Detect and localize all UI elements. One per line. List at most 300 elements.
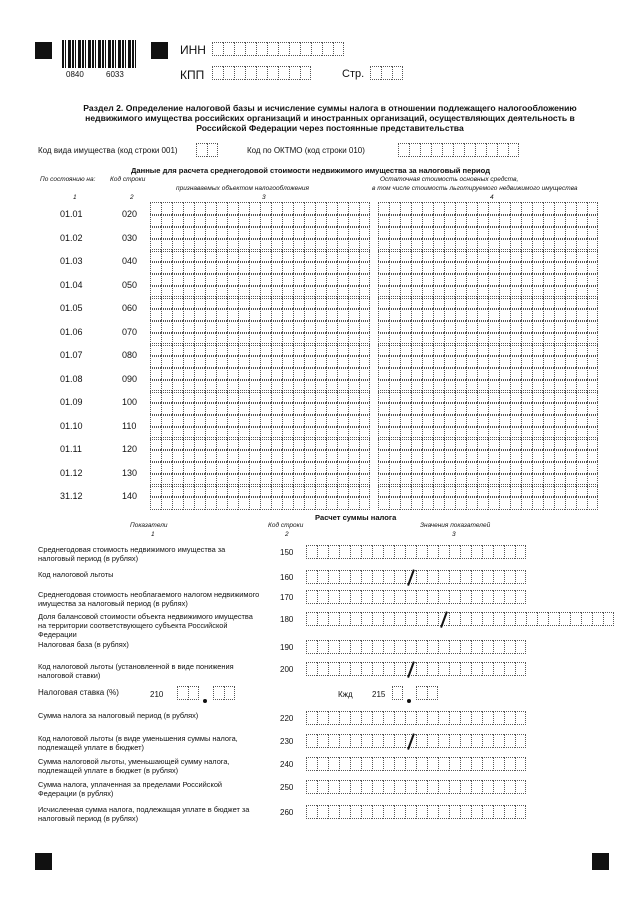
input-cell[interactable]: [293, 496, 304, 510]
input-cell[interactable]: [322, 42, 333, 56]
input-cell[interactable]: [438, 612, 449, 626]
input-cell[interactable]: [405, 640, 416, 654]
input-cell[interactable]: [559, 612, 570, 626]
input-cell[interactable]: [570, 612, 581, 626]
input-cell[interactable]: [471, 711, 482, 725]
input-cell[interactable]: [411, 496, 422, 510]
input-cell[interactable]: [438, 805, 449, 819]
input-cell[interactable]: [328, 612, 339, 626]
input-cell[interactable]: [372, 805, 383, 819]
input-cell[interactable]: [449, 780, 460, 794]
input-cell[interactable]: [183, 496, 194, 510]
input-cell[interactable]: [471, 662, 482, 676]
input-cell[interactable]: [328, 805, 339, 819]
input-cell[interactable]: [416, 780, 427, 794]
input-cell[interactable]: [300, 66, 311, 80]
input-cell[interactable]: [427, 640, 438, 654]
input-cell[interactable]: [306, 805, 317, 819]
input-cell[interactable]: [427, 570, 438, 584]
input-cell[interactable]: [249, 496, 260, 510]
input-cell[interactable]: [471, 757, 482, 771]
input-cell[interactable]: [383, 780, 394, 794]
input-cell[interactable]: [449, 612, 460, 626]
input-cell[interactable]: [317, 711, 328, 725]
input-cell[interactable]: [328, 570, 339, 584]
input-cell[interactable]: [493, 590, 504, 604]
input-cell[interactable]: [449, 711, 460, 725]
input-cell[interactable]: [416, 545, 427, 559]
input-cell[interactable]: [508, 143, 519, 157]
input-cell[interactable]: [205, 496, 216, 510]
input-cell[interactable]: [449, 590, 460, 604]
input-cell[interactable]: [515, 640, 526, 654]
kpp-field[interactable]: [212, 66, 311, 80]
input-cell[interactable]: [394, 570, 405, 584]
input-cell[interactable]: [339, 612, 350, 626]
input-cell[interactable]: [337, 496, 348, 510]
input-cell[interactable]: [449, 734, 460, 748]
input-cell[interactable]: [405, 545, 416, 559]
input-cell[interactable]: [477, 496, 488, 510]
input-cell[interactable]: [227, 496, 238, 510]
input-cell[interactable]: [328, 662, 339, 676]
input-cell[interactable]: [306, 757, 317, 771]
input-cell[interactable]: [449, 640, 460, 654]
table2-value-field[interactable]: [306, 545, 526, 559]
input-cell[interactable]: [405, 757, 416, 771]
input-cell[interactable]: [438, 757, 449, 771]
oktmo-field[interactable]: [398, 143, 519, 157]
kzhd-int-field[interactable]: [392, 686, 403, 700]
input-cell[interactable]: [383, 545, 394, 559]
input-cell[interactable]: [405, 711, 416, 725]
input-cell[interactable]: [449, 805, 460, 819]
input-cell[interactable]: [405, 805, 416, 819]
input-cell[interactable]: [416, 662, 427, 676]
input-cell[interactable]: [383, 590, 394, 604]
input-cell[interactable]: [444, 496, 455, 510]
input-cell[interactable]: [504, 590, 515, 604]
input-cell[interactable]: [471, 612, 482, 626]
input-cell[interactable]: [256, 42, 267, 56]
input-cell[interactable]: [592, 612, 603, 626]
input-cell[interactable]: [348, 496, 359, 510]
input-cell[interactable]: [394, 780, 405, 794]
input-cell[interactable]: [350, 545, 361, 559]
input-cell[interactable]: [372, 662, 383, 676]
input-cell[interactable]: [372, 612, 383, 626]
input-cell[interactable]: [482, 612, 493, 626]
input-cell[interactable]: [394, 805, 405, 819]
input-cell[interactable]: [427, 612, 438, 626]
input-cell[interactable]: [482, 545, 493, 559]
input-cell[interactable]: [282, 496, 293, 510]
input-cell[interactable]: [359, 496, 370, 510]
input-cell[interactable]: [311, 42, 322, 56]
input-cell[interactable]: [361, 711, 372, 725]
input-cell[interactable]: [394, 757, 405, 771]
input-cell[interactable]: [416, 686, 427, 700]
input-cell[interactable]: [328, 590, 339, 604]
input-cell[interactable]: [504, 711, 515, 725]
input-cell[interactable]: [317, 590, 328, 604]
table2-value-field[interactable]: [306, 734, 526, 748]
input-cell[interactable]: [306, 612, 317, 626]
kzhd-frac-field[interactable]: [416, 686, 438, 700]
input-cell[interactable]: [504, 545, 515, 559]
table2-value-field[interactable]: [306, 590, 526, 604]
inn-field[interactable]: [212, 42, 344, 56]
input-cell[interactable]: [482, 757, 493, 771]
input-cell[interactable]: [460, 545, 471, 559]
input-cell[interactable]: [416, 805, 427, 819]
input-cell[interactable]: [370, 66, 381, 80]
input-cell[interactable]: [438, 640, 449, 654]
input-cell[interactable]: [306, 570, 317, 584]
input-cell[interactable]: [245, 42, 256, 56]
input-cell[interactable]: [328, 734, 339, 748]
input-cell[interactable]: [328, 711, 339, 725]
input-cell[interactable]: [361, 590, 372, 604]
input-cell[interactable]: [212, 42, 223, 56]
input-cell[interactable]: [515, 805, 526, 819]
input-cell[interactable]: [515, 757, 526, 771]
input-cell[interactable]: [486, 143, 497, 157]
input-cell[interactable]: [493, 757, 504, 771]
input-cell[interactable]: [482, 780, 493, 794]
input-cell[interactable]: [581, 612, 592, 626]
input-cell[interactable]: [504, 757, 515, 771]
input-cell[interactable]: [361, 640, 372, 654]
input-cell[interactable]: [317, 805, 328, 819]
table2-value-field[interactable]: [306, 570, 526, 584]
input-cell[interactable]: [515, 590, 526, 604]
input-cell[interactable]: [499, 496, 510, 510]
input-cell[interactable]: [460, 757, 471, 771]
input-cell[interactable]: [350, 805, 361, 819]
input-cell[interactable]: [537, 612, 548, 626]
input-cell[interactable]: [471, 780, 482, 794]
input-cell[interactable]: [394, 662, 405, 676]
input-cell[interactable]: [482, 734, 493, 748]
input-cell[interactable]: [427, 590, 438, 604]
input-cell[interactable]: [515, 612, 526, 626]
input-cell[interactable]: [409, 143, 420, 157]
input-cell[interactable]: [405, 780, 416, 794]
input-cell[interactable]: [238, 496, 249, 510]
input-cell[interactable]: [339, 757, 350, 771]
input-cell[interactable]: [455, 496, 466, 510]
input-cell[interactable]: [427, 686, 438, 700]
input-cell[interactable]: [381, 66, 392, 80]
input-cell[interactable]: [603, 612, 614, 626]
input-cell[interactable]: [306, 780, 317, 794]
input-cell[interactable]: [420, 143, 431, 157]
input-cell[interactable]: [587, 496, 598, 510]
input-cell[interactable]: [504, 805, 515, 819]
input-cell[interactable]: [306, 590, 317, 604]
input-cell[interactable]: [405, 570, 416, 584]
input-cell[interactable]: [372, 711, 383, 725]
input-cell[interactable]: [471, 590, 482, 604]
input-cell[interactable]: [333, 42, 344, 56]
input-cell[interactable]: [466, 496, 477, 510]
input-cell[interactable]: [416, 734, 427, 748]
input-cell[interactable]: [515, 662, 526, 676]
input-cell[interactable]: [392, 66, 403, 80]
input-cell[interactable]: [339, 662, 350, 676]
input-cell[interactable]: [405, 612, 416, 626]
input-cell[interactable]: [464, 143, 475, 157]
input-cell[interactable]: [427, 545, 438, 559]
input-cell[interactable]: [493, 780, 504, 794]
input-cell[interactable]: [350, 640, 361, 654]
input-cell[interactable]: [361, 780, 372, 794]
input-cell[interactable]: [460, 590, 471, 604]
table2-value-field[interactable]: [306, 805, 526, 819]
input-cell[interactable]: [317, 780, 328, 794]
table2-value-field[interactable]: [306, 757, 526, 771]
input-cell[interactable]: [416, 757, 427, 771]
input-cell[interactable]: [339, 590, 350, 604]
input-cell[interactable]: [212, 66, 223, 80]
input-cell[interactable]: [234, 66, 245, 80]
input-cell[interactable]: [438, 545, 449, 559]
input-cell[interactable]: [317, 734, 328, 748]
input-cell[interactable]: [510, 496, 521, 510]
input-cell[interactable]: [306, 734, 317, 748]
input-cell[interactable]: [260, 496, 271, 510]
input-cell[interactable]: [405, 662, 416, 676]
input-cell[interactable]: [416, 711, 427, 725]
input-cell[interactable]: [488, 496, 499, 510]
table1-value-field[interactable]: [378, 496, 598, 510]
input-cell[interactable]: [471, 640, 482, 654]
input-cell[interactable]: [339, 545, 350, 559]
input-cell[interactable]: [300, 42, 311, 56]
input-cell[interactable]: [427, 805, 438, 819]
input-cell[interactable]: [317, 612, 328, 626]
input-cell[interactable]: [471, 734, 482, 748]
input-cell[interactable]: [493, 734, 504, 748]
input-cell[interactable]: [267, 42, 278, 56]
table2-value-field[interactable]: [306, 662, 526, 676]
input-cell[interactable]: [383, 570, 394, 584]
input-cell[interactable]: [278, 66, 289, 80]
input-cell[interactable]: [471, 545, 482, 559]
input-cell[interactable]: [350, 570, 361, 584]
input-cell[interactable]: [449, 570, 460, 584]
input-cell[interactable]: [267, 66, 278, 80]
input-cell[interactable]: [427, 662, 438, 676]
input-cell[interactable]: [438, 662, 449, 676]
input-cell[interactable]: [350, 711, 361, 725]
input-cell[interactable]: [405, 590, 416, 604]
input-cell[interactable]: [453, 143, 464, 157]
input-cell[interactable]: [223, 66, 234, 80]
input-cell[interactable]: [460, 780, 471, 794]
input-cell[interactable]: [326, 496, 337, 510]
tax-rate-frac-field[interactable]: [213, 686, 235, 700]
input-cell[interactable]: [378, 496, 389, 510]
input-cell[interactable]: [304, 496, 315, 510]
input-cell[interactable]: [339, 734, 350, 748]
input-cell[interactable]: [339, 640, 350, 654]
input-cell[interactable]: [515, 711, 526, 725]
input-cell[interactable]: [361, 612, 372, 626]
input-cell[interactable]: [372, 734, 383, 748]
input-cell[interactable]: [482, 711, 493, 725]
input-cell[interactable]: [306, 640, 317, 654]
input-cell[interactable]: [394, 590, 405, 604]
input-cell[interactable]: [400, 496, 411, 510]
input-cell[interactable]: [449, 545, 460, 559]
input-cell[interactable]: [289, 42, 300, 56]
input-cell[interactable]: [449, 757, 460, 771]
input-cell[interactable]: [493, 711, 504, 725]
input-cell[interactable]: [493, 640, 504, 654]
input-cell[interactable]: [504, 734, 515, 748]
input-cell[interactable]: [339, 570, 350, 584]
input-cell[interactable]: [383, 662, 394, 676]
input-cell[interactable]: [161, 496, 172, 510]
input-cell[interactable]: [471, 570, 482, 584]
input-cell[interactable]: [383, 734, 394, 748]
input-cell[interactable]: [493, 662, 504, 676]
input-cell[interactable]: [576, 496, 587, 510]
input-cell[interactable]: [339, 780, 350, 794]
input-cell[interactable]: [271, 496, 282, 510]
input-cell[interactable]: [350, 590, 361, 604]
input-cell[interactable]: [207, 143, 218, 157]
input-cell[interactable]: [482, 805, 493, 819]
input-cell[interactable]: [177, 686, 188, 700]
table2-value-field[interactable]: [306, 711, 526, 725]
input-cell[interactable]: [515, 545, 526, 559]
input-cell[interactable]: [504, 640, 515, 654]
input-cell[interactable]: [328, 757, 339, 771]
input-cell[interactable]: [383, 805, 394, 819]
input-cell[interactable]: [383, 711, 394, 725]
input-cell[interactable]: [224, 686, 235, 700]
input-cell[interactable]: [460, 612, 471, 626]
input-cell[interactable]: [493, 612, 504, 626]
input-cell[interactable]: [234, 42, 245, 56]
input-cell[interactable]: [521, 496, 532, 510]
input-cell[interactable]: [372, 570, 383, 584]
input-cell[interactable]: [317, 545, 328, 559]
input-cell[interactable]: [394, 545, 405, 559]
input-cell[interactable]: [460, 805, 471, 819]
input-cell[interactable]: [460, 662, 471, 676]
input-cell[interactable]: [361, 662, 372, 676]
input-cell[interactable]: [256, 66, 267, 80]
input-cell[interactable]: [372, 640, 383, 654]
input-cell[interactable]: [515, 734, 526, 748]
input-cell[interactable]: [361, 805, 372, 819]
input-cell[interactable]: [438, 780, 449, 794]
input-cell[interactable]: [372, 757, 383, 771]
input-cell[interactable]: [315, 496, 326, 510]
input-cell[interactable]: [427, 711, 438, 725]
input-cell[interactable]: [306, 711, 317, 725]
input-cell[interactable]: [460, 640, 471, 654]
input-cell[interactable]: [392, 686, 403, 700]
input-cell[interactable]: [317, 662, 328, 676]
input-cell[interactable]: [328, 640, 339, 654]
input-cell[interactable]: [394, 734, 405, 748]
input-cell[interactable]: [398, 143, 409, 157]
input-cell[interactable]: [361, 545, 372, 559]
input-cell[interactable]: [442, 143, 453, 157]
table2-value-field[interactable]: [306, 612, 614, 626]
input-cell[interactable]: [438, 734, 449, 748]
input-cell[interactable]: [515, 780, 526, 794]
input-cell[interactable]: [213, 686, 224, 700]
input-cell[interactable]: [504, 570, 515, 584]
table2-value-field[interactable]: [306, 780, 526, 794]
input-cell[interactable]: [394, 640, 405, 654]
input-cell[interactable]: [493, 545, 504, 559]
input-cell[interactable]: [416, 612, 427, 626]
input-cell[interactable]: [350, 734, 361, 748]
input-cell[interactable]: [427, 734, 438, 748]
input-cell[interactable]: [438, 590, 449, 604]
input-cell[interactable]: [460, 570, 471, 584]
input-cell[interactable]: [565, 496, 576, 510]
input-cell[interactable]: [350, 757, 361, 771]
input-cell[interactable]: [554, 496, 565, 510]
input-cell[interactable]: [482, 590, 493, 604]
input-cell[interactable]: [532, 496, 543, 510]
input-cell[interactable]: [317, 570, 328, 584]
input-cell[interactable]: [350, 612, 361, 626]
input-cell[interactable]: [471, 805, 482, 819]
input-cell[interactable]: [405, 734, 416, 748]
input-cell[interactable]: [361, 734, 372, 748]
input-cell[interactable]: [515, 570, 526, 584]
input-cell[interactable]: [475, 143, 486, 157]
input-cell[interactable]: [394, 612, 405, 626]
input-cell[interactable]: [482, 662, 493, 676]
input-cell[interactable]: [543, 496, 554, 510]
input-cell[interactable]: [504, 780, 515, 794]
table2-value-field[interactable]: [306, 640, 526, 654]
input-cell[interactable]: [493, 570, 504, 584]
input-cell[interactable]: [223, 42, 234, 56]
input-cell[interactable]: [438, 711, 449, 725]
input-cell[interactable]: [306, 662, 317, 676]
input-cell[interactable]: [497, 143, 508, 157]
input-cell[interactable]: [433, 496, 444, 510]
table1-value-field[interactable]: [150, 496, 370, 510]
input-cell[interactable]: [372, 545, 383, 559]
input-cell[interactable]: [427, 757, 438, 771]
page-number-field[interactable]: [370, 66, 403, 80]
input-cell[interactable]: [383, 640, 394, 654]
input-cell[interactable]: [504, 612, 515, 626]
input-cell[interactable]: [245, 66, 256, 80]
input-cell[interactable]: [482, 640, 493, 654]
property-code-field[interactable]: [196, 143, 218, 157]
input-cell[interactable]: [289, 66, 300, 80]
input-cell[interactable]: [150, 496, 161, 510]
input-cell[interactable]: [431, 143, 442, 157]
input-cell[interactable]: [350, 780, 361, 794]
input-cell[interactable]: [328, 545, 339, 559]
input-cell[interactable]: [449, 662, 460, 676]
input-cell[interactable]: [438, 570, 449, 584]
